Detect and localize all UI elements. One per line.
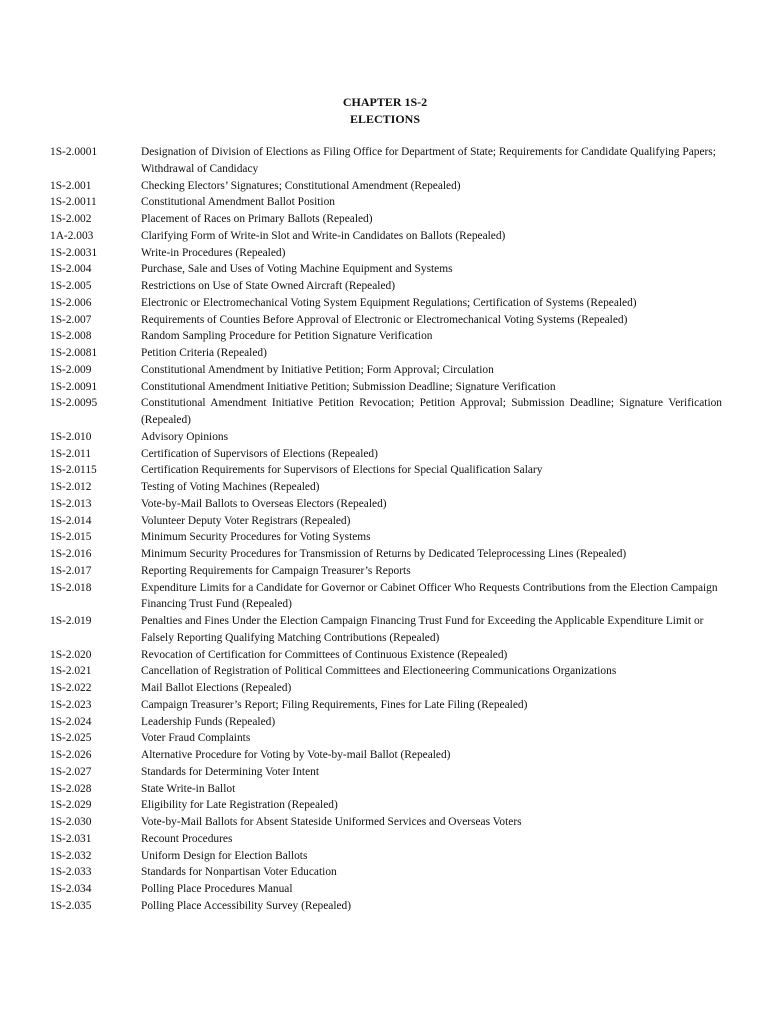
rule-entry [50, 764, 722, 781]
rule-title: Standards for Determining Voter Intent [141, 765, 319, 778]
rule-number: 1S-2.017 [50, 564, 92, 577]
rule-number: 1S-2.027 [50, 765, 92, 778]
rule-entry [50, 529, 722, 546]
rule-title: Eligibility for Late Registration (Repealed) [141, 799, 338, 812]
rule-number: 1S-2.007 [50, 313, 92, 326]
rule-number: 1S-2.031 [50, 832, 92, 845]
rule-number: 1S-2.029 [50, 799, 92, 812]
rule-entry [50, 462, 722, 479]
rule-title: Campaign Treasurer’s Report; Filing Requirements, Fines for Late Filing (Repealed) [141, 698, 528, 711]
rule-number: 1S-2.015 [50, 531, 92, 544]
chapter-number: CHAPTER 1S-2 [342, 95, 428, 109]
rule-number: 1S-2.033 [50, 866, 92, 879]
rule-entry [50, 714, 722, 731]
rule-title: Standards for Nonpartisan Voter Education [141, 866, 337, 879]
rules-table-of-contents [50, 144, 722, 915]
rule-title: Constitutional Amendment Initiative Petition; Submission Deadline; Signature Verification [141, 380, 556, 393]
rule-number: 1S-2.0091 [50, 380, 98, 393]
rule-number: 1S-2.022 [50, 682, 92, 694]
rule-entry [50, 781, 722, 798]
rule-number: 1S-2.016 [50, 548, 92, 560]
rule-number: 1S-2.028 [50, 782, 92, 795]
rule-number: 1S-2.0081 [50, 347, 98, 359]
rule-entry [50, 194, 722, 211]
rule-title: Placement of Races on Primary Ballots (Repealed) [141, 213, 373, 225]
rule-entry [50, 295, 722, 312]
rule-title: Random Sampling Procedure for Petition Signature Verification [141, 330, 433, 343]
rule-number: 1A-2.003 [50, 229, 94, 242]
rule-title: Petition Criteria (Repealed) [141, 347, 267, 359]
rule-entry [50, 395, 722, 429]
rule-number: 1S-2.011 [50, 447, 92, 460]
rule-entry [50, 479, 722, 496]
rule-number: 1S-2.013 [50, 497, 92, 510]
rule-number: 1S-2.023 [50, 698, 92, 711]
rule-title: Clarifying Form of Write-in Slot and Write-in Candidates on Ballots (Repealed) [141, 229, 506, 242]
rule-number: 1S-2.005 [50, 280, 92, 292]
rule-entry [50, 379, 722, 396]
rule-entry [50, 831, 722, 848]
rule-entry [50, 848, 722, 865]
rule-number: 1S-2.0001 [50, 146, 98, 158]
rule-title: Designation of Division of Elections as Filing Office for Department of State; Requirements for Candidate Qualifying Papers; Withdrawal of Candidacy [141, 146, 716, 175]
rule-entry [50, 647, 722, 664]
rule-entry [50, 312, 722, 329]
rule-entry [50, 513, 722, 530]
rule-entry [50, 747, 722, 764]
rule-number: 1S-2.019 [50, 615, 92, 627]
rule-title: Revocation of Certification for Committees of Continuous Existence (Repealed) [141, 648, 508, 661]
rule-number: 1S-2.009 [50, 363, 92, 376]
rule-entry [50, 680, 722, 697]
rule-entry [50, 814, 722, 831]
rule-number: 1S-2.001 [50, 179, 92, 192]
rule-entry [50, 797, 722, 814]
rule-title: Recount Procedures [141, 832, 233, 845]
rule-title: Requirements of Counties Before Approval of Electronic or Electromechanical Voting Systems (Repealed) [141, 313, 628, 326]
rule-title: Reporting Requirements for Campaign Treasurer’s Reports [141, 564, 411, 577]
rule-title: Uniform Design for Election Ballots [141, 849, 308, 862]
rule-entry [50, 697, 722, 714]
rule-title: State Write-in Ballot [141, 782, 236, 795]
rule-number: 1S-2.0115 [50, 464, 97, 477]
rule-title: Alternative Procedure for Voting by Vote-by-mail Ballot (Repealed) [141, 749, 451, 761]
rule-title: Voter Fraud Complaints [141, 732, 251, 745]
rule-title: Write-in Procedures (Repealed) [141, 246, 286, 259]
rule-title: Polling Place Procedures Manual [141, 883, 293, 895]
rule-number: 1S-2.025 [50, 732, 92, 745]
rule-entry [50, 881, 722, 898]
rule-title: Constitutional Amendment Ballot Position [141, 196, 335, 209]
rule-entry [50, 144, 722, 178]
rule-number: 1S-2.008 [50, 330, 92, 343]
rule-number: 1S-2.0011 [50, 196, 97, 209]
rule-number: 1S-2.0031 [50, 246, 98, 259]
rule-number: 1S-2.026 [50, 749, 92, 761]
rule-entry [50, 496, 722, 513]
rule-number: 1S-2.004 [50, 263, 92, 276]
rule-entry [50, 178, 722, 195]
rule-entry [50, 580, 722, 614]
rule-title: Leadership Funds (Repealed) [141, 715, 276, 728]
rule-entry [50, 228, 722, 245]
rule-title: Constitutional Amendment Initiative Petition Revocation; Petition Approval; Submission Deadline; Signature Verification (Repealed) [141, 397, 722, 426]
rule-title: Testing of Voting Machines (Repealed) [141, 481, 320, 493]
rule-number: 1S-2.018 [50, 581, 92, 594]
rule-title: Electronic or Electromechanical Voting System Equipment Regulations; Certification of Systems (Repealed) [141, 296, 637, 309]
rule-entry [50, 613, 722, 647]
rule-number: 1S-2.0095 [50, 397, 98, 410]
rule-entry [50, 362, 722, 379]
chapter-heading [0, 94, 770, 128]
rule-number: 1S-2.034 [50, 883, 92, 895]
rule-entry [50, 663, 722, 680]
rule-entry [50, 245, 722, 262]
rule-title: Cancellation of Registration of Political Committees and Electioneering Communications Organizations [141, 665, 617, 678]
rule-title: Constitutional Amendment by Initiative Petition; Form Approval; Circulation [141, 363, 494, 376]
rule-entry [50, 546, 722, 563]
rule-number: 1S-2.002 [50, 213, 92, 225]
rule-entry [50, 563, 722, 580]
rule-title: Purchase, Sale and Uses of Voting Machine Equipment and Systems [141, 263, 453, 276]
rule-title: Advisory Opinions [141, 430, 229, 443]
rule-entry [50, 898, 722, 915]
rule-number: 1S-2.020 [50, 648, 92, 661]
rule-entry [50, 429, 722, 446]
rule-entry [50, 730, 722, 747]
rule-title: Mail Ballot Elections (Repealed) [141, 682, 292, 694]
rule-number: 1S-2.014 [50, 514, 92, 527]
rule-number: 1S-2.010 [50, 430, 92, 443]
rule-number: 1S-2.035 [50, 899, 92, 912]
rule-title: Vote-by-Mail Ballots to Overseas Electors (Repealed) [141, 497, 387, 510]
rule-title: Vote-by-Mail Ballots for Absent Stateside Uniformed Services and Overseas Voters [141, 816, 522, 828]
rule-title: Penalties and Fines Under the Election Campaign Financing Trust Fund for Exceeding the Applicable Expenditure Limit or Falsely Reporting Qualifying Matching Contributions (Repealed) [141, 615, 704, 644]
rule-entry [50, 211, 722, 228]
rule-title: Expenditure Limits for a Candidate for Governor or Cabinet Officer Who Requests Contributions from the Election Campaign Financing Trust Fund (Repealed) [141, 581, 718, 611]
rule-title: Restrictions on Use of State Owned Aircraft (Repealed) [141, 280, 395, 292]
rule-number: 1S-2.012 [50, 481, 92, 493]
rule-entry [50, 261, 722, 278]
rule-title: Certification of Supervisors of Elections (Repealed) [141, 447, 378, 460]
rule-entry [50, 345, 722, 362]
rule-entry [50, 328, 722, 345]
rule-title: Minimum Security Procedures for Voting Systems [141, 531, 371, 544]
rule-number: 1S-2.032 [50, 849, 92, 862]
rule-entry [50, 278, 722, 295]
rule-title: Polling Place Accessibility Survey (Repealed) [141, 899, 352, 912]
rule-title: Checking Electors’ Signatures; Constitutional Amendment (Repealed) [141, 179, 461, 192]
rule-number: 1S-2.030 [50, 816, 92, 828]
rule-entry [50, 864, 722, 881]
rule-number: 1S-2.024 [50, 715, 92, 728]
chapter-title: ELECTIONS [349, 112, 421, 126]
rule-title: Volunteer Deputy Voter Registrars (Repealed) [141, 514, 351, 527]
rule-entry [50, 446, 722, 463]
rule-title: Minimum Security Procedures for Transmission of Returns by Dedicated Teleprocessing Lines (Repealed) [141, 548, 627, 560]
rule-number: 1S-2.021 [50, 665, 92, 678]
rule-title: Certification Requirements for Supervisors of Elections for Special Qualification Salary [141, 464, 543, 477]
rule-number: 1S-2.006 [50, 296, 92, 309]
